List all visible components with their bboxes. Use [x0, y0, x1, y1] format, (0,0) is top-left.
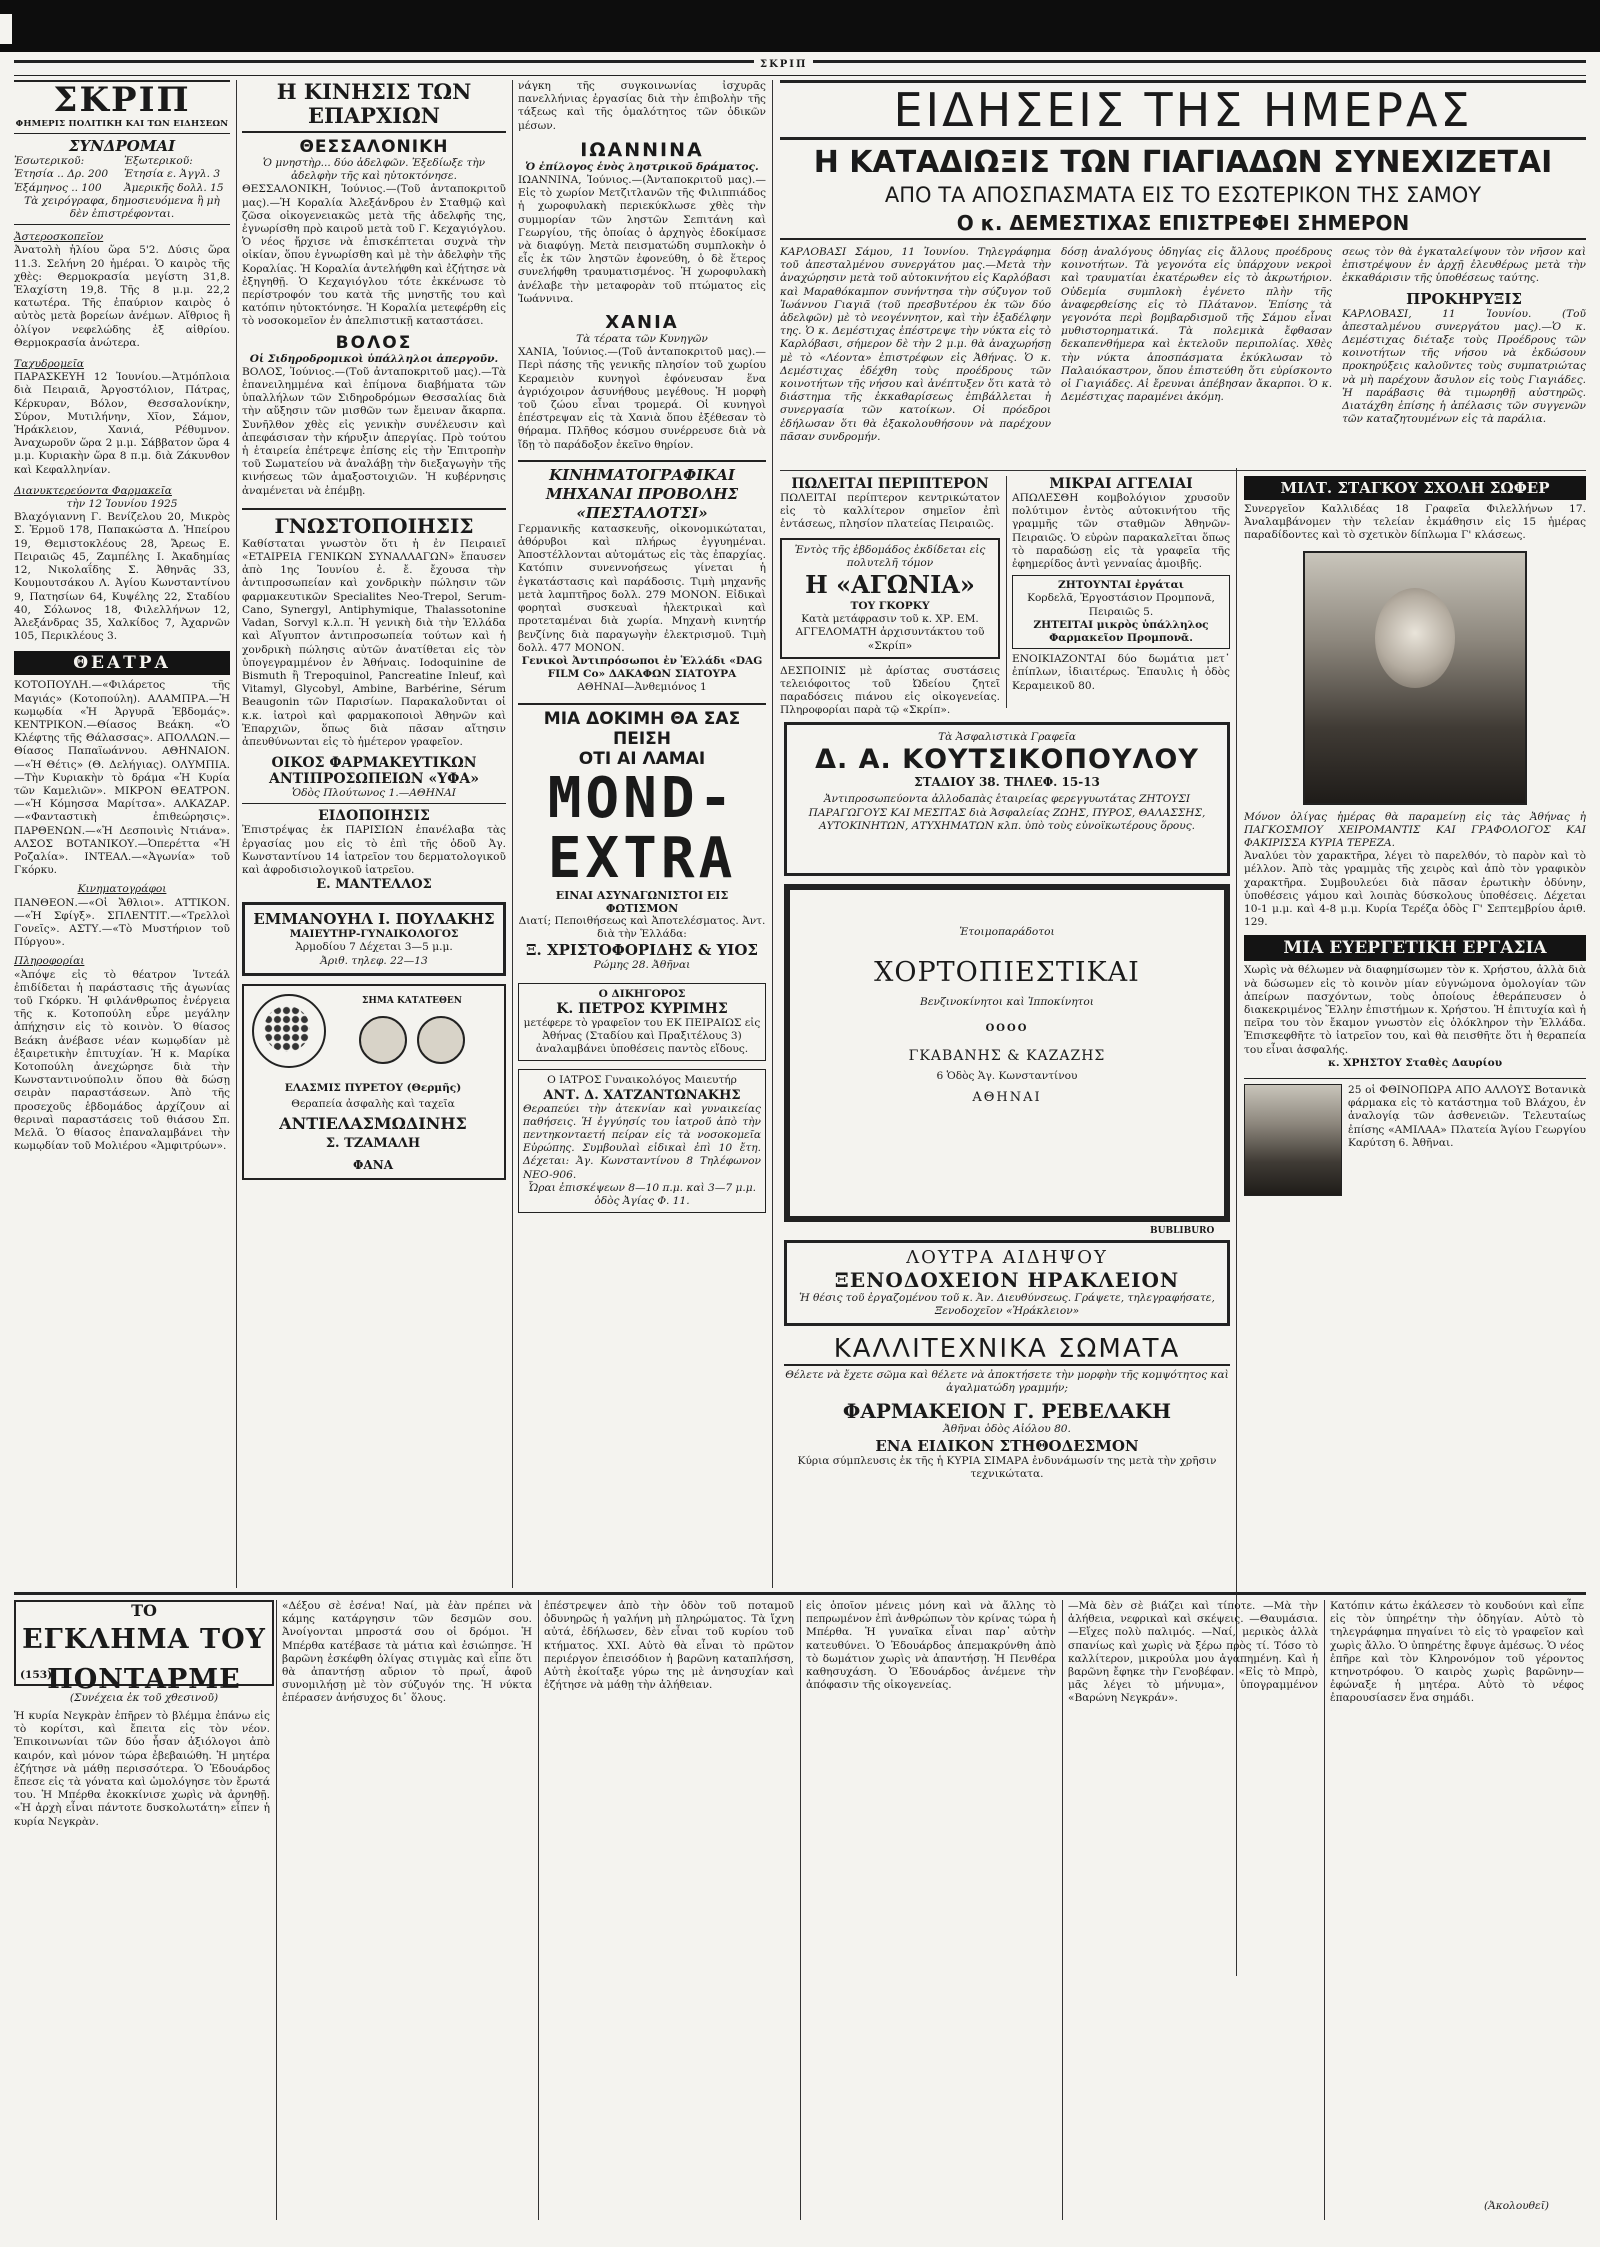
office-address: Ὁδὸς Πλούτωνος 1.—ΑΘΗΝΑΙ: [242, 787, 506, 804]
treatment-name: κ. ΧΡΗΣΤΟΥ Σταθὲς Δαυρίου: [1327, 1056, 1503, 1069]
gynecologist-hours: Ὧραι ἐπισκέψεων 8—10 π.μ. καὶ 3—7 μ.μ. ὁδὸς Ἀγίας Φ. 11.: [528, 1181, 756, 1207]
pharmacies-date: τὴν 12 Ἰουνίου 1925: [66, 498, 178, 511]
masthead-rule: [14, 60, 1586, 76]
serial-col2: «Δέξου σὲ ἐσένα! Ναί, μὰ ἐὰν πρέπει νὰ κάμης κατάργησιν τῶν δεσμῶν σου. Ἀνοίγονται μπροστά σου οἱ δρόμοι. Ἡ Μπέρθα κατέβασε τὰ μάτια καὶ ἐσιώπησε. Ἡ βαρῶνη ἐσκέφθη ὀλίγας στιγμὰς καὶ εἶπε ὅτι θὰ ἀπαντήσῃ αὔριον τὸ πρωΐ, ἀφοῦ συνομιλήσῃ μὲ τὸν σύζυγόν της. Ἡ νύκτα ἐπέρασεν ἀνήσυχος δι᾿ ὅλους.: [282, 1600, 532, 1705]
serial-to-be-continued: (Ἀκολουθεῖ): [1484, 2200, 1549, 2212]
corset-ad: [784, 1334, 1230, 1554]
column-rule: [276, 1600, 277, 2220]
baths-title: ΛΟΥΤΡΑ ΑΙΔΗΨΟΥ: [906, 1247, 1108, 1268]
gynecologist-text: Θεραπεύει τὴν ἀτεκνίαν καὶ γυναικείας παθήσεις. Ἡ ἐγγύησίς του ἰατροῦ ἀπὸ τὴν πεντηκονταετή πείραν εἰς τὰ νοσοκομεῖα Εὐρώπης. Συμβουλαὶ εἰδικαὶ ἐπὶ 10 ἔτη. Δέχεται: Ἀγ. Κωνσταντίνου 8 Τηλέφωνον NEO-906.: [523, 1102, 761, 1181]
treatment-heading: ΜΙΑ ΕΥΕΡΓΕΤΙΚΗ ΕΡΓΑΣΙΑ: [1244, 935, 1586, 961]
clerk-wanted: ΖΗΤΕΙΤΑΙ μικρὸς ὑπάλληλος Φαρμακεῖον Προμπονᾶ.: [1033, 618, 1209, 645]
lamps-ad: [518, 703, 766, 973]
hay-press-address: 6 Ὁδὸς Ἁγ. Κωνσταντίνου: [936, 1070, 1078, 1083]
herbalist-ad: 25 οἱ ΦΘΙΝΟΠΩΡΑ ΑΠΟ ΑΛΛΟΥΣ Βοτανικὰ φάρμακα εἰς τὸ κατάστημα τοῦ Βλάχου, ἐν ἀναλογίᾳ τῶν ἀσθενειῶν. Τελευταίως ἐπίσης «ΑΜΙΛΑΑ» Πλατεία Ἁγίου Γεωργίου Καρύτση 6. Ἀθῆναι.: [1348, 1084, 1586, 1149]
column-rule: [1006, 476, 1007, 708]
serial-col6: Κατόπιν κάτω ἐκάλεσεν τὸ κουδούνι καὶ εἶπε εἰς τὸν ὑπηρέτην τὴν ὁδηγίαν. Αὐτὸ τὸ τηλεγράφημα πηγαίνει τὸ εἰς τὸ γραφεῖον καὶ χωρὶς ἄλλο. Ὁ ὑπηρέτης ἔφυγε ἀμέσως. Ὁ νέος ἐπῆρε καὶ τὸν Κληρονόμον τοῦ γέροντος κτηνοτρόφου. Ὁ καιρὸς χωρὶς βαρῶνην—ἐφώναξε ἡ μητέρα. Αὐτὸ τὸ νέφος ἐπαρουσίασεν ἕνα σημάδι.: [1330, 1600, 1584, 1705]
subscriptions-title: ΣΥΝΔΡΟΜΑΙ: [68, 137, 176, 156]
pills-indication: ΕΛΑΣΜΙΣ ΠΥΡΕΤΟΥ (Θερμῆς): [284, 1081, 462, 1094]
lawyer-ad: [518, 983, 766, 1062]
story-text-col1: ΚΑΡΛΟΒΑΣΙ Σάμου, 11 Ἰουνίου. Τηλεγράφημα τοῦ ἀπεσταλμένου συνεργάτου μας.—Μετὰ τὴν ἀναχώρησιν μετὰ τοῦ αὐτοκινήτου εἰς Καρλόβασι καὶ Μαραθόκαμπον συνήντησα τὴν σύζυγον τοῦ Ἰωάννου Γιαγιᾶ (τοῦ πρεσβυτέρου ἐκ τῶν δύο ἀδελφῶν) μὲ τὸ νεογέννητον, καὶ τὴν ἐξαδέλφην της. Ὁ κ. Δεμέστιχας ἐπέστρεψε τὴν νύκτα εἰς τὸ Καρλόβασι, σήμερον δὲ τὴν 2 μ.μ. θὰ ἀναχωρήσῃ μὲ τὸ «Λέοντα» ἐπιστρέφων εἰς Ἀθήνας. Ὁ κ. Δεμέστιχας ἐδέχθη τοὺς προέδρους τῶν κοινοτήτων τῆς νήσου καὶ ἀνέπτυξεν ὅτι κατὰ τὸ διάστημα τῆς ἐκκαθαρίσεως ἐπιβάλλεται ἡ συνεργασία τῶν κατοίκων. Οἱ πρόεδροι ἐδήλωσαν ὅτι θὰ ἐξακολουθήσουν νὰ παρέχουν πᾶσαν συνδρομήν.: [780, 246, 1052, 443]
rooms-ad: ΕΝΟΙΚΙΑΖΟΝΤΑΙ δύο δωμάτια μετ᾿ ἐπίπλων, ἰδιαιτέρως. Ἐπαυλις ἡ ὁδὸς Κεραμεικοῦ 80.: [1012, 653, 1230, 692]
chania-text: ΧΑΝΙΑ, Ἰούνιος.—(Τοῦ ἀνταποκριτοῦ μας).—Περὶ πάσης τῆς γενικῆς πλησίον τοῦ χωρίου Κεραμειὸν κυνηγοὶ ἐφόνευσαν ἕνα ἀγριόχοιρον ἀσυνήθους μεγέθους. Ἡ μορφὴ τοῦ ζώου εἶναι τρομερά. Οἱ κυνηγοὶ ἐπέστρεψαν εἰς τὰ Χανιὰ ὅπου ἐξέθεσαν τὸ θήραμα. Πλῆθος κόσμου συνέρρευσε διὰ νὰ ἴδῃ τὸ παράδοξον ἐκεῖνο θηρίον.: [518, 346, 766, 451]
proclamation-heading: ΠΡΟΚΗΡΥΞΙΣ: [1406, 289, 1522, 308]
serial-episode: (153): [20, 1668, 53, 1681]
provinces-headline: Η ΚΙΝΗΣΙΣ ΤΩΝ ΕΠΑΡΧΙΩΝ: [242, 80, 506, 133]
salonika-text: ΘΕΣΣΑΛΟΝΙΚΗ, Ἰούνιος.—(Τοῦ ἀνταποκριτοῦ μας).—Ἡ Κοραλία Ἀλεξάνδρου ἐν Σταθμῷ καὶ ζῶσα οἰκογενειακῶς μετὰ τῆς ἀδελφῆς της, ἐγνωρίσθη πρὸ καιροῦ μετὰ τοῦ Γ. Κεχαγιόγλου. Ὁ νέος ἤρχισε νὰ ἐπισκέπτεται συχνὰ τὴν οἰκίαν, ὅπου ἐγνωρίσθη καὶ μὲ τὴν ἀδελφὴν τῆς Κοραλίας. Ἡ Κοραλία ἀντελήφθη καὶ ἐζήτησε νὰ ἐξηγηθῇ. Ὁ Κεχαγιόγλου τότε ἐκκένωσε τὸ περίστροφόν του κατὰ τῆς μνηστῆς του καὶ κατόπιν ηὐτοκτόνησε. Ἡ Κοραλία μετεφέρθη εἰς τὸ νοσοκομεῖον ἐν ἀπελπιστικῇ καταστάσει.: [242, 183, 506, 328]
observatory-text: Ἀνατολὴ ἡλίου ὥρα 5'2. Δύσις ὥρα 11.3. Σελήνη 20 ἡμέραι. Ὁ καιρὸς τῆς χθὲς: Θερμοκρασία μεγίστη 31,8. Ἐλαχίστη 19,8. Τῆς 8 μ.μ. 22,2 κατωτέρα. Τῆς ἐπαύριον καιρὸς ὁ αὐτὸς μετὰ βορείων ἀνέμων. Αἴθριος ἢ ὀλίγον νεφελώδης ἐξ αἰθρίου. Θερμοκρασία ἀνώτερα.: [14, 244, 230, 349]
book-title: Η «ΑΓΩΝΙΑ»: [805, 570, 975, 600]
baths-ad: [784, 1240, 1230, 1326]
chania-heading: ΧΑΝΙΑ: [605, 312, 679, 334]
insurance-ad: [784, 722, 1230, 876]
classified-lost: ΑΠΩΛΕΣΘΗ κομβολόγιον χρυσοῦν πολύτιμον ἐντὸς αὐτοκινήτου τῆς γραμμῆς τῶν σταθμῶν Ἀθηνῶν-Πειραιῶς. Ὁ εὑρὼν παρακαλεῖται ὅπως τὸ παραδώσῃ εἰς τὰ γραφεῖα τῆς ἐφημερίδος ἀντὶ γενναίας ἀμοιβῆς.: [1012, 492, 1230, 571]
trademark-label: ΣΗΜΑ ΚΑΤΑΤΕΘΕΝ: [362, 995, 462, 1006]
insurance-text: Ἀντιπροσωπεύοντα ἀλλοδαπὰς ἑταιρείας φερεγγυωτάτας ΖΗΤΟΥΣΙ ΠΑΡΑΓΩΓΟΥΣ ΚΑΙ ΜΕΣΙΤΑΣ διὰ Ἀσφαλείας ΖΩΗΣ, ΠΥΡΟΣ, ΘΑΛΑΣΣΗΣ, ΑΥΤΟΚΙΝΗΤΩΝ, ΑΤΥΧΗΜΑΤΩΝ κλπ. ὑπὸ τοὺς εὐνοϊκωτέρους ὅρους.: [808, 793, 1206, 832]
palmist-text: Ἀναλύει τὸν χαρακτῆρα, λέγει τὸ παρελθόν, τὸ παρὸν καὶ τὸ μέλλον. Ἀπὸ τὰς γραμμὰς τῆς χειρὸς καὶ ἀπὸ τὸν γραφικὸν χαρακτῆρα. Συμβουλεύει διὰ πᾶσαν ἐρωτικὴν ὀδύνην, ὑποθέσεις γάμου καὶ λοιπὰς δύσκολους ὑποθέσεις. Δέχεται 10-1 μ.μ. καὶ 4-8 μ.μ. Κυρία Τερέζα ὁδὸς Γ' Σεπτεμβρίου ἀριθ. 129.: [1244, 850, 1586, 929]
projectors-agent: Γενικοὶ Ἀντιπρόσωποι ἐν Ἑλλάδι «DAG FILM Co» ΔΑΚΑΦΩΝ ΣΙΑΤΟΥΡΑ: [521, 654, 763, 681]
column-right: [1244, 476, 1586, 1556]
volos-heading: ΒΟΛΟΣ: [335, 332, 413, 353]
story-text-col2: δόσῃ ἀναλόγους ὁδηγίας εἰς ἄλλους προέδρους κοινοτήτων. Τὰ γεγονότα εἰς ὑπάρχουν νεκροὶ καὶ τραυματίαι ἐκατέρωθεν εἰς τὸ ἀκρωτήριον. Οὐδεμία συμπλοκὴ ἐγένετο πλὴν τῆς ἀναφερθείσης εἰς τὸ Πλάτανον. Ἐπίσης τὰ γεγονότα περὶ βομβαρδισμοῦ τῆς Σάμου εἶναι μυθιστορηματικά. Τὰ πολεμικὰ ἔφθασαν δεκαπενθήμερα καὶ ἐκτελοῦν περιπολίας. Χθὲς τὴν νύκτα ἀποσπάσματα ἐκύκλωσαν τὸ Παλαιόκαστρον, ὅπου ἐπιστεύθη ὅτι εὑρίσκοντο οἱ Γιαγιάδες. Αἱ ἔρευναι ἀπέβησαν ἄκαρποι. Ὁ κ. Δεμέστιχας παραμένει ἀκόμη.: [1061, 246, 1333, 404]
pharmacies-text: Βλαχόγιαννη Γ. Βενίζελου 20, Μικρὸς Σ. Ἐρμοῦ 178, Παπακώστα Δ. Ἠπείρου 19, Θεμιστοκλέους 28, Ἄρεως Ε. Πειραιῶς 45, Ζαμπέλης Ι. Ἀκαδημίας 12, Νικολαΐδης Σ. Ἀθηνᾶς 33, Κουμουτσάκου Λ. Ἀγίου Κωνσταντίνου 9, Πατησίων 64, Κυψέλης 22, Σταδίου 40, Σόλωνος 18, Φιλελλήνων 12, Ἀλεξάνδρας 35, Χαλκίδος 7, Ἀχαρνῶν 105, Περικλέους 3.: [14, 511, 230, 643]
column-rule: [512, 80, 513, 1588]
obstetrician-ad: [242, 902, 506, 976]
story-deck: Ο κ. ΔΕΜΕΣΤΙΧΑΣ ΕΠΙΣΤΡΕΦΕΙ ΣΗΜΕΡΟΝ: [780, 208, 1586, 240]
subscriptions-foreign: Ἐξωτερικοῦ: Ἐτησία ε. Ἀγγλ. 3 Ἀμερικῆς δολλ. 15: [124, 155, 224, 194]
projectors-text: Γερμανικῆς κατασκευῆς, οἰκονομικώταται, ἀθόρυβοι καὶ πλήρως ἐγγυημέναι. Ἀποστέλλονται αὐτομάτως εἰς τὰς ἐπαρχίας. Κατόπιν συνεννοήσεως γίνεται ἡ ἐγκατάστασις καὶ παράδοσις. Τιμὴ μηχανῆς μετὰ λαμπτῆρος δολλ. 279 ΜΟΝΟΝ. Εἰδικαὶ φορηταὶ συσκευαὶ ἡλεκτρικαὶ καὶ προτεταμέναι διὰ χωρία. Μηχανὴ κινητήρ βενζίνης διὰ παραγωγὴν ἐλεκτρισμοῦ. Τιμὴ δολλ. 477 ΜΟΝΟΝ.: [518, 522, 766, 654]
lamps-line2: ΟΤΙ ΑΙ ΛΑΜΑΙ: [578, 748, 706, 769]
hay-press-pre: Ἑτοιμοπαράδοτοι: [959, 926, 1055, 938]
baths-text: Ἡ θέσις τοῦ ἐργαζομένου τοῦ κ. Ἀν. Διευθύνσεως. Γράψετε, τηλεγραφήσατε, Ξενοδοχεῖον «Ἡράκλειον»: [799, 1292, 1215, 1318]
lamps-brand-bottom: EXTRA: [547, 825, 737, 891]
story-text-col3: σεως τὸν θὰ ἐγκαταλείψουν τὸν νῆσον καὶ ἐπιστρέψουν ἐν ἀρχῇ ἐλευθέρως μετὰ τὴν ἐκκαθάρισιν τῆς ὑποθέσεως ταύτης.: [1342, 246, 1586, 285]
hay-press-title: ΧΟΡΤΟΠΙΕΣΤΙΚΑΙ: [874, 957, 1140, 989]
column-rule: [236, 80, 237, 1588]
palmist-caption: Μόνον ὀλίγας ἡμέρας θὰ παραμείνῃ εἰς τὰς Ἀθήνας ἡ ΠΑΓΚΟΣΜΙΟΥ ΧΕΙΡΟΜΑΝΤΙΣ ΚΑΙ ΓΡΑΦΟΛΟΓΟΣ ΚΑΙ ΦΑΚΙΡΙΣΣΑ ΚΥΡΙΑ ΤΕΡΕΖΑ.: [1244, 810, 1586, 850]
kiosk-text: ΠΩΛΕΙΤΑΙ περίπτερον κεντρικώτατον εἰς τὸ καλλίτερον σημεῖον ἐπὶ ἐντάσεως, πλησίον πλατείας Πειραιῶς.: [780, 492, 1000, 531]
running-header: ΣΚΡΙΠ: [754, 59, 813, 70]
treatment-text: Χωρὶς νὰ θέλωμεν νὰ διαφημίσωμεν τὸν κ. Χρήστου, ἀλλὰ διὰ νὰ δώσωμεν εἰς τὸ κοινὸν μίαν εὐγνώμονα ὁμολογίαν τῶν ἀπείρων πασχόντων, τοὺς ὁποίους ἐθεράπευσεν ὁ διακεκριμένος Ἕλλην ἐπιστήμων κ. Χρήστου. Ἡ ἐπιτυχία καὶ ἡ πεῖρα του τὸν ἔκαμον γνωστὸν εἰς ὁλόκληρον τὴν Ἑλλάδα. Ἐπισκεφθῆτε τὸ ἰατρεῖον του, καὶ θὰ πεισθῆτε ὅτι ἡ θεραπεία του εἶναι ἀσφαλής.: [1244, 964, 1586, 1056]
column-rule: [800, 1600, 801, 2220]
lamps-agent: Ξ. ΧΡΙΣΤΟΦΟΡΙΔΗΣ & ΥΙΟΣ: [526, 941, 758, 960]
column-regions: [518, 80, 766, 1580]
gynecologist-ad: [518, 1069, 766, 1213]
serial-article: ΤΟ: [131, 1601, 157, 1620]
serial-continued: (Συνέχεια ἐκ τοῦ χθεσινοῦ): [69, 1692, 219, 1704]
story-subheadline: ΑΠΟ ΤΑ ΑΠΟΣΠΑΣΜΑΤΑ ΕΙΣ ΤΟ ΕΣΩΤΕΡΙΚΟΝ ΤΗΣ ΣΑΜΟΥ: [884, 183, 1482, 207]
book-pre: Ἐντὸς τῆς ἑβδομάδος ἐκδίδεται εἰς πολυτελῆ τόμον: [794, 543, 986, 569]
serial-title-box: [14, 1600, 274, 1695]
hay-press-city: ΑΘΗΝΑΙ: [972, 1089, 1042, 1105]
daily-news-headline: ΕΙΔΗΣΕΙΣ ΤΗΣ ΗΜΕΡΑΣ: [780, 80, 1586, 140]
book-ad: [780, 538, 1000, 659]
pills-brand: ΑΝΤΙΕΛΑΣΜΩΔΙΝΗΣ: [279, 1113, 467, 1133]
coins-icon: [340, 1016, 484, 1064]
theatres-banner: ΘΕΑΤΡΑ: [14, 651, 230, 675]
pills-maker: Σ. ΤΖΑΜΑΛΗ: [325, 1135, 421, 1151]
column-left: [14, 80, 230, 1580]
obstetrician-address: Ἀρμοδίου 7 Δέχεται 3—5 μ.μ.: [295, 941, 453, 954]
lawyer-title: Ο ΔΙΚΗΓΟΡΟΣ: [598, 987, 686, 1000]
serial-col5: —Μὰ δὲν σὲ βιάζει καὶ τίποτε. —Μὰ τὴν ἀλήθεια, νεφρικαὶ καὶ σκέψεις. —Θαυμάσια. —Εἴχες πολὺ παλιμός. —Ναί, μερικὸς ἀλλὰ σπανίως καὶ χωρὶς νὰ ξέρω πρὸς τί. Τόσο τὸ καλλίτερον, μικρούλα μου ἀγαπημένη. Καὶ ἡ βαρῶνη ἔφηκε τὴν Γενοβέφαν. «Εἰς τὸ Μπρὸ, μᾶς λέγει τὸ μήνυμα», ὑπογραμμένον «Βαρώνη Νεγκράν».: [1068, 1600, 1318, 1705]
classifieds-heading: ΜΙΚΡΑΙ ΑΓΓΕΛΙΑΙ: [1049, 476, 1193, 492]
chania-subheading: Τὰ τέρατα τῶν Κυνηγῶν: [576, 333, 708, 346]
observatory-heading: Ἀστεροσκοπεῖον: [14, 231, 104, 244]
notes-heading: Πληροφορίαι: [14, 955, 85, 968]
notice-text: Καθίσταται γνωστὸν ὅτι ἡ ἐν Πειραιεῖ «ΕΤΑΙΡΕΙΑ ΓΕΝΙΚΩΝ ΣΥΝΑΛΛΑΓΩΝ» ἔπαυσεν ἀπὸ 1ης Ἰουνίου ἐ. ἔ. ἔχουσα τὴν ἀντιπροσωπείαν καὶ χονδρικὴν πώλησιν τῶν φαρμακευτικῶν Specialites Neo-Trepol, Serum-Cano, Synergyl, Antiphymique, Thalassotonine Vadan, Sorvyl κ.λ.π. Ἡ γενικὴ διὰ τὴν Ἑλλάδα καὶ Αἴγυπτον ἀντιπροσωπεία τούτων καὶ ἡ χονδρικὴ πώλησις αὐτῶν ἀνατίθεται εἰς τὸν ὑπογεγραμμένον ἐν Ἀθήναις. Iodoquinine de Bismuth ἢ Trepoquinol, Pancreatine Inleuf, καὶ Vitamyl, Glycobyl, Ambine, Barbérine, Sérum Beaugonin τῶν Παρισίων. Παρακαλοῦνται οἱ κ.κ. ἰατροὶ καὶ φαρμακοποιοὶ Ἀθηνῶν καὶ Ἐπαρχιῶν, ὅπως διὰ πᾶσαν αἴτησιν ἀπευθύνωνται εἰς τὸ ἡμέτερον γραφεῖον.: [242, 537, 506, 748]
ornament-icon: ΟΟΟΟ: [985, 1023, 1029, 1035]
kiosk-heading: ΠΩΛΕΙΤΑΙ ΠΕΡΙΠΤΕΡΟΝ: [791, 476, 989, 492]
proclamation-text: ΚΑΡΛΟΒΑΣΙ, 11 Ἰουνίου. (Τοῦ ἀπεσταλμένου συνεργάτου μας).—Ὁ κ. Δεμέστιχας διέταξε τοὺς Προέδρους τῶν κοινοτήτων τῆς νήσου νὰ ἐκδώσουν προκηρύξεις καλοῦντες τοὺς συμπατριώτας νὰ μὴ παρέχουν ἄσυλον εἰς τοὺς Γιαγιάδες. Ἡ παράβασις θὰ τιμωρηθῇ αὐστηρῶς. Διατάχθη ἐπίσης ἡ ἀπέλασις τῶν συγγενῶν τῶν καταζητουμένων εἰς τὰ παράλια.: [1342, 307, 1586, 426]
hay-press-sub: Βενζινοκίνητοι καὶ Ἱπποκίνητοι: [920, 996, 1094, 1009]
pills-ad: [242, 984, 506, 1180]
lamps-address: Ρώμης 28. Ἀθῆναι: [593, 959, 691, 972]
workers-ad: [1012, 575, 1230, 649]
obstetrician-phone: Ἀριθ. τηλεφ. 22—13: [320, 954, 428, 967]
book-author: ΤΟΥ ΓΚΟΡΚΥ: [850, 600, 930, 613]
column-rule: [538, 1600, 539, 2220]
paper-name: ΣΚΡΙΠ: [14, 80, 230, 118]
trademark-seal-icon: [252, 994, 326, 1068]
kiosk-sale-ad: [780, 476, 1000, 726]
story-headline: Η ΚΑΤΑΔΙΩΞΙΣ ΤΩΝ ΓΙΑΓΙΑΔΩΝ ΣΥΝΕΧΙΖΕΤΑΙ: [813, 145, 1553, 180]
announcement-heading: ΕΙΔΟΠΟΙΗΣΙΣ: [318, 808, 430, 825]
salonika-heading: ΘΕΣΣΑΛΟΝΙΚΗ: [299, 137, 449, 157]
lawyer-text: μετέφερε τὸ γραφεῖον του ΕΚ ΠΕΙΡΑΙΩΣ εἰς Ἀθήνας (Σταδίου καὶ Πραξιτέλους 3) ἀναλαμβάνει ὑποθέσεις παντὸς εἴδους.: [523, 1016, 761, 1056]
pharmacies-heading: Διανυκτερεύοντα Φαρμακεῖα: [14, 484, 172, 497]
tutor-ad: ΔΕΣΠΟΙΝΙΣ μὲ ἀρίστας συστάσεις τελειόφοιτος τοῦ Ὠδείου ζητεῖ παραδόσεις πιάνου εἰς οἰκογενείας. Πληροφορίαι παρὰ τῷ «Σκρίπ».: [780, 664, 1000, 717]
ioannina-text: ΙΩΑΝΝΙΝΑ, Ἰούνιος.—(Ἀνταποκριτοῦ μας).—Εἰς τὸ χωρίον Μετζιτλανῶν τῆς Φιλιππιάδος ἡ χωροφυλακὴ περιεκύκλωσε χθὲς τὴν συμμορίαν τῶν ληστῶν Σεπιτάνη καὶ Γεωργίου, τῆς ὁποίας ὁ ἀρχηγὸς ἐδοκίμασε νὰ διαφύγῃ. Μετὰ πεισματώδη συμπλοκὴν ὁ εἷς ἐκ τῶν ληστῶν ἐφονεύθη, ὁ δὲ ἕτερος συνελήφθη τραυματισμένος. Ἡ χωροφυλακὴ ἀνέλαβε τὴν μεταφορὰν τοῦ πτώματος εἰς Ἰωάννινα.: [518, 174, 766, 305]
notice-heading: ΓΝΩΣΤΟΠΟΙΗΣΙΣ: [242, 508, 506, 538]
workers-heading: ΖΗΤΟΥΝΤΑΙ ἐργάται: [1058, 579, 1184, 592]
mail-text: ΠΑΡΑΣΚΕΥΗ 12 Ἰουνίου.—Ἀτμόπλοια διὰ Πειραιᾶ, Ἀργοστόλιον, Πάτρας, Κέρκυραν, Βόλον, Θεσσαλονίκην, Σύρον, Μυτιλήνην, Χῖον, Σάμον, Ἡράκλειον, Χανιά, Ρέθυμνον. Ἀναχωροῦν ὥρα 2 μ.μ. Σάββατον ὥρα 4 μ.μ. Κυριακὴν ὥρα 8 π.μ. διὰ Ζάκυνθον καὶ Κεφαλληνίαν.: [14, 371, 230, 476]
serial-col1: Ἡ κυρία Νεγκρὰν ἐπῆρεν τὸ βλέμμα ἐπάνω εἰς τὸ κορίτσι, καὶ ἔπειτα εἰς τὸν νέον. Ἐπικοινωνίαι τῶν δύο ἦσαν ἀξιόλογοι ἀπὸ καιρόν, καὶ μόνον τώρα ἐβεβαιώθη. Ἡ μητέρα ἐζήτησε νὰ μάθῃ περισσότερα. Ὁ Ἐδουάρδος ἔπεσε εἰς τὰ γόνατα καὶ ὡμολόγησε τὸν ἔρωτά του. Ἡ Μπέρθα ἐκοκκίνισε χωρὶς νὰ ἀρνηθῇ. «Ἡ ἀρχὴ εἶναι πάντοτε δυσκολωτάτη» εἶπεν ἡ κυρία Νεγκρὰν.: [14, 1710, 270, 1828]
classifieds: [1012, 476, 1230, 708]
insurance-address: ΣΤΑΔΙΟΥ 38. ΤΗΛΕΦ. 15-13: [914, 775, 1100, 790]
serial-col4: εἰς ὁποῖον μένεις μόνη καὶ νὰ ἄλλης τὸ πεπρωμένον ἐπὶ ἀνθρώπων τὸν κρίνας τώρα ἡ Μπέρθα. Ἡ γυναῖκα εἶναι παρ᾿ αὐτὴν κατευθύνει. Ὁ Ἐδουάρδος ἀπεμακρύνθη ἀπὸ τὸ δωμάτιον χωρὶς νὰ ἀπαντήσῃ. Ἡ Πενθέρα καθησυχάση. Ὁ Ἐδουάρδος ἀνέμενε τὴν ἀπόφασιν τῆς οἰκογενείας.: [806, 1600, 1056, 1692]
hay-press-ad: [784, 884, 1230, 1222]
corset-title: ΚΑΛΛΙΤΕΧΝΙΚΑ ΣΩΜΑΤΑ: [784, 1334, 1230, 1366]
cinemas-heading: Κινηματογράφοι: [77, 883, 167, 896]
corset-small: Κύρια σύμπλευσις ἐκ τῆς ἡ ΚΥΡΙΑ ΣΙΜΑΡΑ ἐνδυνάμωσίν της μετὰ τὴν χρῆσιν τεχνικώτατα.: [797, 1454, 1217, 1480]
binding-hole: [0, 14, 12, 44]
newspaper-page: [14, 58, 1586, 2238]
ioannina-subheading: Ὁ ἐπίλογος ἑνὸς ληστρικοῦ δράματος.: [525, 160, 759, 173]
column-rule: [772, 80, 773, 1588]
insurance-name: Δ. Α. ΚΟΥΤΣΙΚΟΠΟΥΛΟΥ: [815, 744, 1199, 776]
book-translator: Κατὰ μετάφρασιν τοῦ κ. ΧΡ. ΕΜ. ΑΓΓΕΛΟΜΑΤΗ ἀρχισυντάκτου τοῦ «Σκρίπ»: [795, 613, 985, 652]
corset-text: Θέλετε νὰ ἔχετε σῶμα καὶ θέλετε νὰ ἀποκτήσετε τὴν μορφὴν τῆς κομψότητος καὶ ἀγαλματώδη γραμμήν;: [785, 1369, 1229, 1395]
driving-school-text: Συνεργεῖον Καλλιδέας 18 Γραφεῖα Φιλελλήνων 17. Ἀναλαμβάνομεν τὴν τελείαν ἐκμάθησιν εἰς 15 ἡμέρας παραδίδοντες καὶ τὸ σχετικὸν δίπλωμα Γ' κλάσεως.: [1244, 503, 1586, 542]
serial-title: ΕΓΚΛΗΜΑ ΤΟΥ ΠΟΝΤΑΡΜΕ: [22, 1624, 266, 1695]
section-rule: [780, 470, 1586, 471]
paper-tagline: ΦΗΜΕΡΙΣ ΠΟΛΙΤΙΚΗ ΚΑΙ ΤΩΝ ΕΙΔΗΣΕΩΝ: [14, 118, 230, 134]
salonika-subheading: Ὁ μνηστὴρ... δύο ἀδελφῶν. Ἐξεδίωξε τὴν ἀδελφὴν τῆς καὶ ηὐτοκτόνησε.: [262, 157, 486, 183]
theatres-text: ΚΟΤΟΠΟΥΛΗ.—«Φιλάρετος τῆς Μαγιάς» (Κοτοπούλη). ΑΛΑΜΠΡΑ.—Ἡ κωμῳδία «Ἡ Ἀργυρᾶ Ἐβδομάς». ΚΕΝΤΡΙΚΟΝ.—Θίασος Βεάκη. «Ὁ Κλέφτης τῆς Θάλασσας». ΑΠΟΛΛΩΝ.—Θίασος Παπαϊωάννου. ΑΘΗΝΑΙΟΝ.—«Ἡ Θέτις» (Θ. Δελήγιας). ΟΛΥΜΠΙΑ.—Τὴν Κυριακὴν τὸ δράμα «Ἡ Κυρία τῶν Καμελιῶν». ΜΙΚΡΟΝ ΘΕΑΤΡΟΝ.—«Ἡ Κόμησσα Μαρίτσα». ΑΛΚΑΖΑΡ.—«Φανταστικὴ ἐπιθεώρησις». ΠΑΡΘΕΝΩΝ.—«Ἡ Δεσποινὶς Ντιάνα». ΑΛΣΟΣ ΒΟΤΑΝΙΚΟΥ.—Ὀπερέττα «Ἡ Ροζαλία». ΙΝΤΕΑΛ.—«Ἀγωνία» τοῦ Γκόρκυ.: [14, 679, 230, 877]
obstetrician-specialty: ΜΑΙΕΥΤΗΡ-ΓΥΝΑΙΚΟΛΟΓΟΣ: [289, 928, 459, 941]
lamps-note: Διατί; Πεποιθήσεως καὶ Ἀποτελέσματος. Ἀντ. διὰ τὴν Ἑλλάδα:: [518, 914, 766, 941]
page-top-band: [0, 0, 1600, 52]
hay-press-firm: ΓΚΑΒΑΝΗΣ & ΚΑΖΑΖΗΣ: [908, 1048, 1106, 1065]
pills-place: ΦΑΝΑ: [352, 1157, 394, 1172]
office-name: ΟΙΚΟΣ ΦΑΡΜΑΚΕΥΤΙΚΩΝ ΑΝΤΙΠΡΟΣΩΠΕΙΩΝ «ΥΦΑ»: [268, 755, 480, 788]
manuscripts-note: Τὰ χειρόγραφα, δημοσιευόμενα ἢ μὴ δὲν ἐπιστρέφονται.: [14, 195, 230, 225]
pills-claim: Θεραπεία ἀσφαλὴς καὶ ταχεῖα: [291, 1097, 455, 1110]
mail-heading: Ταχυδρομεῖα: [14, 358, 84, 371]
serial-rule: [14, 1592, 1586, 1595]
corset-product: ΕΝΑ ΕΙΔΙΚΟΝ ΣΤΗΘΟΔΕΣΜΟΝ: [875, 1436, 1139, 1455]
gynecologist-title: Ο ΙΑΤΡΟΣ Γυναικολόγος Μαιευτήρ: [547, 1074, 737, 1087]
notes-text: «Ἀπόψε εἰς τὸ θέατρον Ἰντεάλ ἐπιδίδεται ἡ παράστασις τῆς ἀγωνίας τοῦ Γκόρκυ. Ἡ φιλάνθρωπος ἐνέργεια τῆς κ. Κοτοπούλη εὗρε μεγάλην ἀπήχησιν εἰς τὸ κοινὸν. Ὁ θίασος Βεάκη ἀνέβασε νέαν κωμῳδίαν μὲ ἐξαιρετικὴν ἐπιτυχίαν. Ἡ κ. Μαρίκα Κοτοπούλη ἀνεχώρησε διὰ τὴν Κωνσταντινούπολιν ὅπου θὰ δώσῃ σειρὰν παραστάσεων. Ἀπὸ τῆς προσεχοῦς ἑβδομάδος ἀρχίζουν αἱ θεριναὶ παραστάσεις τοῦ θιάσου Σπ. Μελᾶ. Ὁ θίασος ἐπαναλαμβάνει τὴν κωμῳδίαν τοῦ Μολιέρου «Ἀμφιτρύων».: [14, 968, 230, 1153]
corset-address: Ἀθῆναι ὁδὸς Αἰόλου 80.: [943, 1423, 1071, 1436]
volos-subheading: Οἱ Σιδηροδρομικοὶ ὑπάλληλοι ἀπεργοῦν.: [249, 352, 499, 365]
lamps-line1: ΜΙΑ ΔΟΚΙΜΗ ΘΑ ΣΑΣ ΠΕΙΣΗ: [543, 708, 741, 749]
volos-text: ΒΟΛΟΣ, Ἰούνιος.—(Τοῦ ἀνταποκριτοῦ μας).—Τὰ ἐπανειλημμένα καὶ ἐπίμονα διαβήματα τῶν ὑπαλλήλων τῶν Σιδηροδρόμων Θεσσαλίας διὰ τὴν αὔξησιν τῶν μισθῶν των ἔμειναν ἄκαρπα. Συνῆλθον χθὲς εἰς γενικὴν συνέλευσιν καὶ ἀπεφάσισαν τὴν κήρυξιν ἀπεργίας. Πρὸ τούτου ἡ ἑταιρεία ἐπέτρεψε ἐπίσης εἰς τὴν Ἐπιτροπὴν τοῦ Σωματείου νὰ ἀναλάβῃ τὴν διεξαγωγὴν τῆς κινήσεως τῶν ἀμαξοστοιχιῶν. Ἡ κυβέρνησις ἀναμένεται νὰ ἐπέμβῃ.: [242, 365, 506, 497]
agency-mark: BUBLIBURO: [1150, 1226, 1215, 1236]
lamps-claim: ΕΙΝΑΙ ΑΣΥΝΑΓΩΝΙΣΤΟΙ ΕΙΣ ΦΩΤΙΣΜΟΝ: [555, 888, 729, 915]
announcement-text: Ἐπιστρέψας ἐκ ΠΑΡΙΣΙΩΝ ἐπανέλαβα τὰς ἐργασίας μου εἰς τὸ ἐπὶ τῆς ὁδοῦ Ἀγ. Κωνσταντίνου 14 ἰατρεῖον του δερματολογικοῦ καὶ ἀφροδισιολογικοῦ ἰατρεῖου.: [242, 824, 506, 876]
insurance-heading: Τὰ Ἀσφαλιστικὰ Γραφεῖα: [938, 731, 1076, 743]
column-rule: [1062, 1600, 1063, 2220]
ioannina-heading: ΙΩΑΝΝΙΝΑ: [580, 138, 704, 161]
column-provinces: [242, 80, 506, 1580]
palmist-portrait: [1303, 551, 1527, 805]
announcement-signature: Ε. ΜΑΝΤΕΛΛΟΣ: [316, 877, 432, 893]
subscriptions-domestic: Ἐσωτερικοῦ: Ἐτησία .. Δρ. 200 Ἑξάμηνος .. 100: [14, 155, 109, 194]
cinemas-text: ΠΑΝΘΕΟΝ.—«Οἱ Ἄθλιοι». ΑΤΤΙΚΟΝ.—«Ἡ Σφίγξ». ΣΠΛΕΝΤΙΤ.—«Τρελλοὶ Γονεῖς». ΑΣΤΥ.—«Τὸ Μυστήριον τοῦ Πύργου».: [14, 896, 230, 949]
lamps-brand-top: MOND-: [547, 765, 737, 831]
gynecologist-name: ΑΝΤ. Δ. ΧΑΤΖΑΝΤΩΝΑΚΗΣ: [543, 1087, 741, 1103]
workers-text: Κορδελᾶ, Ἐργοστάσιον Προμπονᾶ, Πειραιῶς 5.: [1027, 592, 1215, 618]
projectors-ad: [518, 460, 766, 695]
driving-school-heading: ΜΙΛΤ. ΣΤΑΓΚΟΥ ΣΧΟΛΗ ΣΩΦΕΡ: [1244, 476, 1586, 500]
serial-col3: ἐπέστρεψεν ἀπὸ τὴν ὁδὸν τοῦ ποταμοῦ ὀδυνηρῶς ἡ γαλήνη μὴ πληρώματος. Τὰ ἴχνη αὐτά, ἐδήλωσεν, δὲν εἶναι τοῦ κυρίου τοῦ κτήματος. ΧΧΙ. Αὐτὸ θὰ εἶναι τὸ πρῶτον περιέργον ἐπεισόδιον ἡ βαρῶνη καταπλήσση, Αὐτὴ ἐκοίταξε γύρω της μὲ ἀνησυχίαν καὶ ἐζήτησε νὰ μάθῃ τὴν ἀλήθειαν.: [544, 1600, 794, 1692]
corset-pharmacy: ΦΑΡΜΑΚΕΙΟΝ Γ. ΡΕΒΕΛΑΚΗ: [842, 1399, 1172, 1424]
lawyer-name: Κ. ΠΕΤΡΟΣ ΚΥΡΙΜΗΣ: [556, 1000, 728, 1017]
main-news: [780, 80, 1586, 443]
column-rule: [1324, 1600, 1325, 2220]
obstetrician-name: ΕΜΜΑΝΟΥΗΛ Ι. ΠΟΥΛΑΚΗΣ: [253, 910, 495, 929]
projectors-address: ΑΘΗΝΑΙ—Ἀνθεμιόνος 1: [577, 681, 707, 694]
baths-hotel: ΞΕΝΟΔΟΧΕΙΟΝ ΗΡΑΚΛΕΙΟΝ: [834, 1268, 1180, 1292]
herbalist-shop-image: [1244, 1084, 1342, 1196]
continued-text: νάγκη τῆς συγκοινωνίας ἰσχυρᾶς πανελλήνιας ἐργασίας διὰ τὴν ἐπιβολὴν τῆς τάξεως καὶ τῆς ὁμαλότητος τῶν ὁδικῶν μέσων.: [518, 80, 766, 132]
projectors-title: ΚΙΝΗΜΑΤΟΓΡΑΦΙΚΑΙ ΜΗΧΑΝΑΙ ΠΡΟΒΟΛΗΣ «ΠΕΣΤΑΛΟΤΣΙ»: [545, 465, 739, 522]
